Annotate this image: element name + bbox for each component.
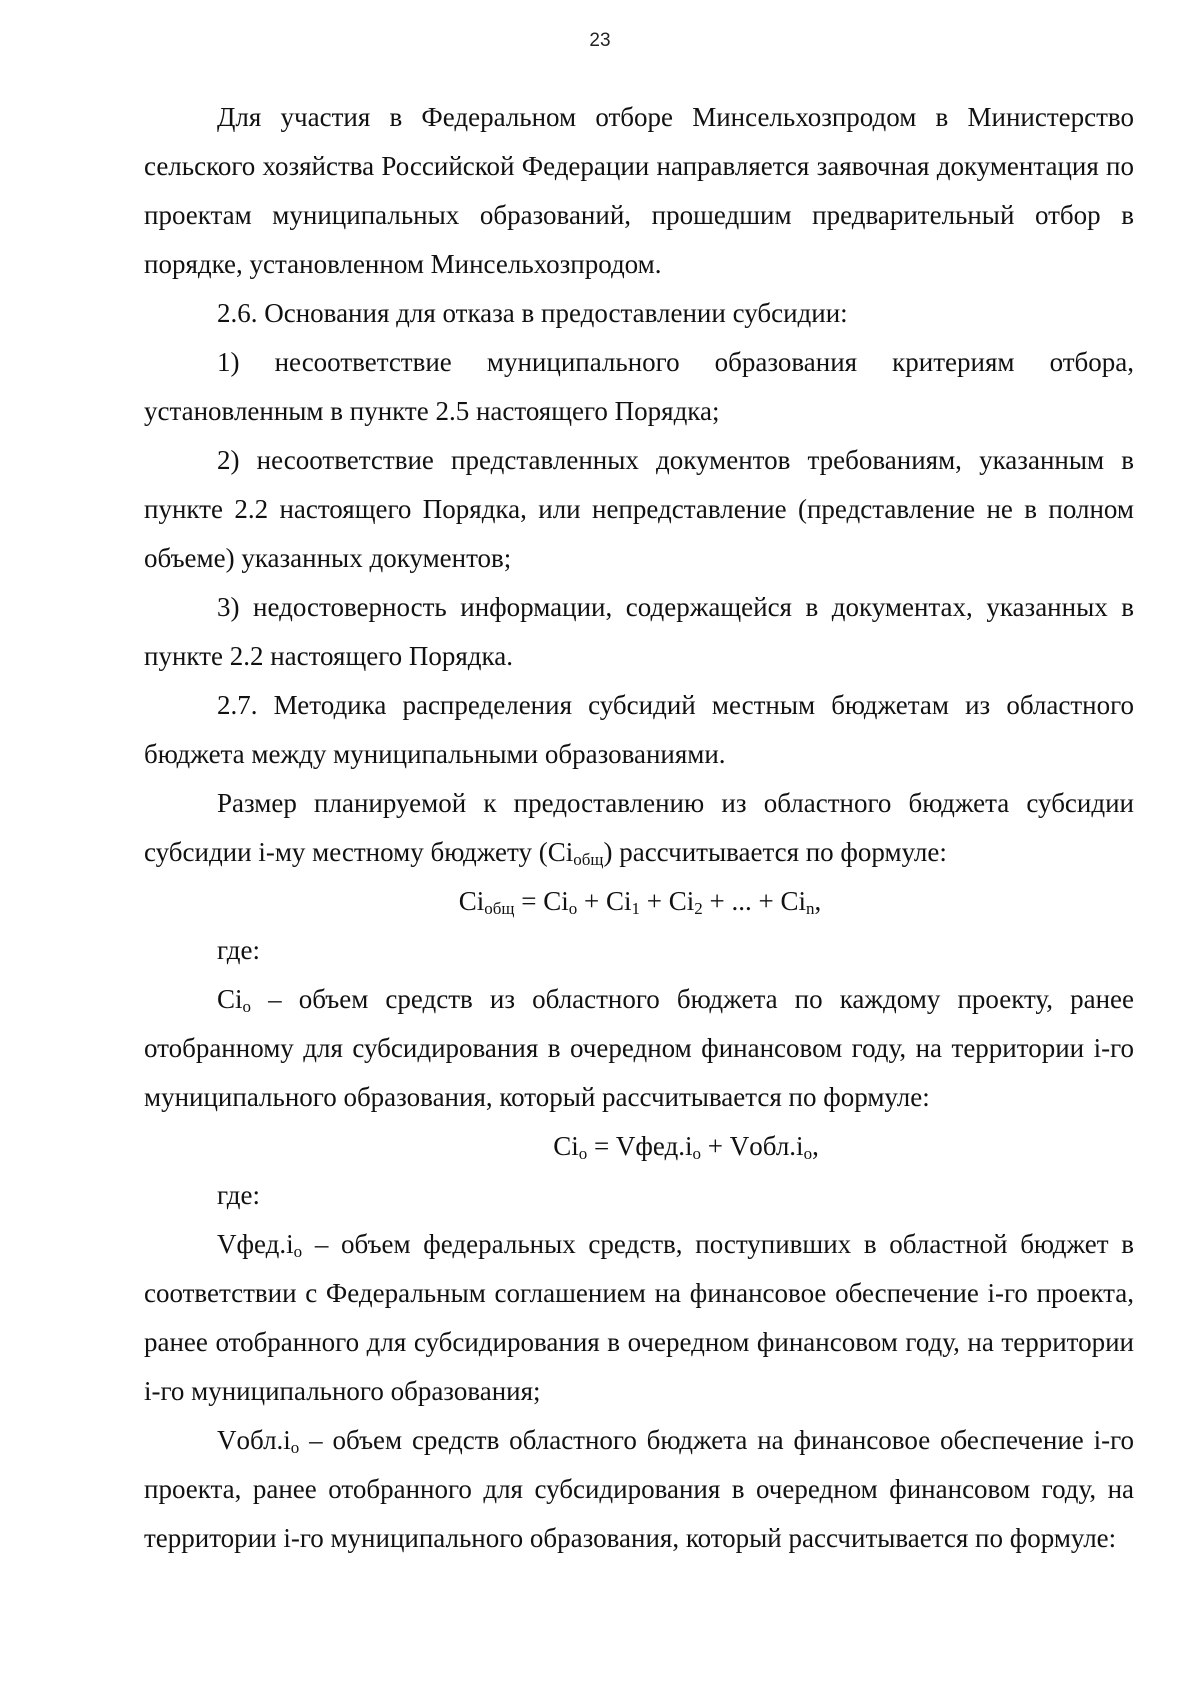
formula-total-subsidy	[144, 877, 1134, 926]
formula-term: = Vфед.i	[587, 1131, 693, 1161]
subscript: общ	[573, 850, 604, 869]
formula-term: = Ci	[514, 886, 569, 916]
formula-term: + ... + Ci	[702, 886, 806, 916]
text-run: – объем средств областного бюджета на финансовое обеспечение i-го проекта, ранее отобранного для субсидирования в очередном финансовом году, на территории i-го муниципального образования, который рассчитывается по формуле:	[144, 1425, 1134, 1553]
paragraph-cio-definition	[144, 975, 1134, 1122]
text-run: – объем средств из областного бюджета по каждому проекту, ранее отобранному для субсидирования в очередном финансовом году, на территории i-го муниципального образования, который рассчитывается по формуле:	[144, 984, 1134, 1112]
subscript: о	[290, 1438, 300, 1457]
formula-subscript: о	[692, 1144, 702, 1163]
formula-term: ,	[812, 1131, 819, 1161]
text-run: Vфед.i	[217, 1229, 294, 1259]
page-number: 23	[589, 30, 611, 51]
subscript: о	[242, 997, 252, 1016]
document-body	[144, 93, 1134, 1563]
formula-subscript: общ	[484, 899, 515, 918]
paragraph-refusal-2: 2) несоответствие представленных документов требованиям, указанным в пункте 2.2 настоящего Порядка, или непредставление (представление не в полном объеме) указанных документов;	[144, 445, 1134, 573]
text-run: Vобл.i	[217, 1425, 291, 1455]
text-run: ) рассчитывается по формуле:	[603, 837, 947, 867]
formula-subscript: о	[803, 1144, 813, 1163]
formula-subscript: 1	[631, 899, 641, 918]
paragraph-subsidy-size	[144, 779, 1134, 877]
paragraph-vfed-definition	[144, 1220, 1134, 1416]
paragraph-where-2: где:	[217, 1180, 260, 1210]
formula-subscript: n	[805, 899, 815, 918]
paragraph-2-7-heading: 2.7. Методика распределения субсидий местным бюджетам из областного бюджета между муниципальными образованиями.	[144, 690, 1134, 769]
paragraph-vobl-definition	[144, 1416, 1134, 1563]
formula-subscript: о	[578, 1144, 588, 1163]
formula-term: Ci	[553, 1131, 579, 1161]
subscript: о	[293, 1242, 303, 1261]
paragraph-refusal-1: 1) несоответствие муниципального образования критериям отбора, установленным в пункте 2.5 настоящего Порядка;	[144, 347, 1134, 426]
text-run: Размер планируемой к предоставлению из областного бюджета субсидии субсидии i-му местному бюджету (Ci	[144, 788, 1134, 867]
paragraph-2-6-heading: 2.6. Основания для отказа в предоставлении субсидии:	[217, 298, 848, 328]
formula-term: ,	[814, 886, 822, 916]
formula-subscript: 2	[694, 899, 703, 918]
formula-term: + Vобл.i	[701, 1131, 804, 1161]
formula-term: + Ci	[640, 886, 695, 916]
paragraph-refusal-3: 3) недостоверность информации, содержащейся в документах, указанных в пункте 2.2 настоящего Порядка.	[144, 592, 1134, 671]
text-run: – объем федеральных средств, поступивших в областной бюджет в соответствии с Федеральным соглашением на финансовое обеспечение i-го проекта, ранее отобранного для субсидирования в очередном финансовом году, на территории i-го муниципального образования;	[144, 1229, 1134, 1406]
paragraph-application: Для участия в Федеральном отборе Минсельхозпродом в Министерство сельского хозяйства Российской Федерации направляется заявочная документация по проектам муниципальных образований, прошедшим предварительный отбор в порядке, установленном Минсельхозпродом.	[144, 102, 1134, 279]
formula-term: Ci	[458, 886, 485, 916]
paragraph-where-1: где:	[217, 935, 260, 965]
formula-subscript: о	[568, 899, 578, 918]
text-run: Ci	[217, 984, 243, 1014]
formula-term: + Ci	[577, 886, 632, 916]
formula-project-subsidy	[144, 1122, 1134, 1171]
